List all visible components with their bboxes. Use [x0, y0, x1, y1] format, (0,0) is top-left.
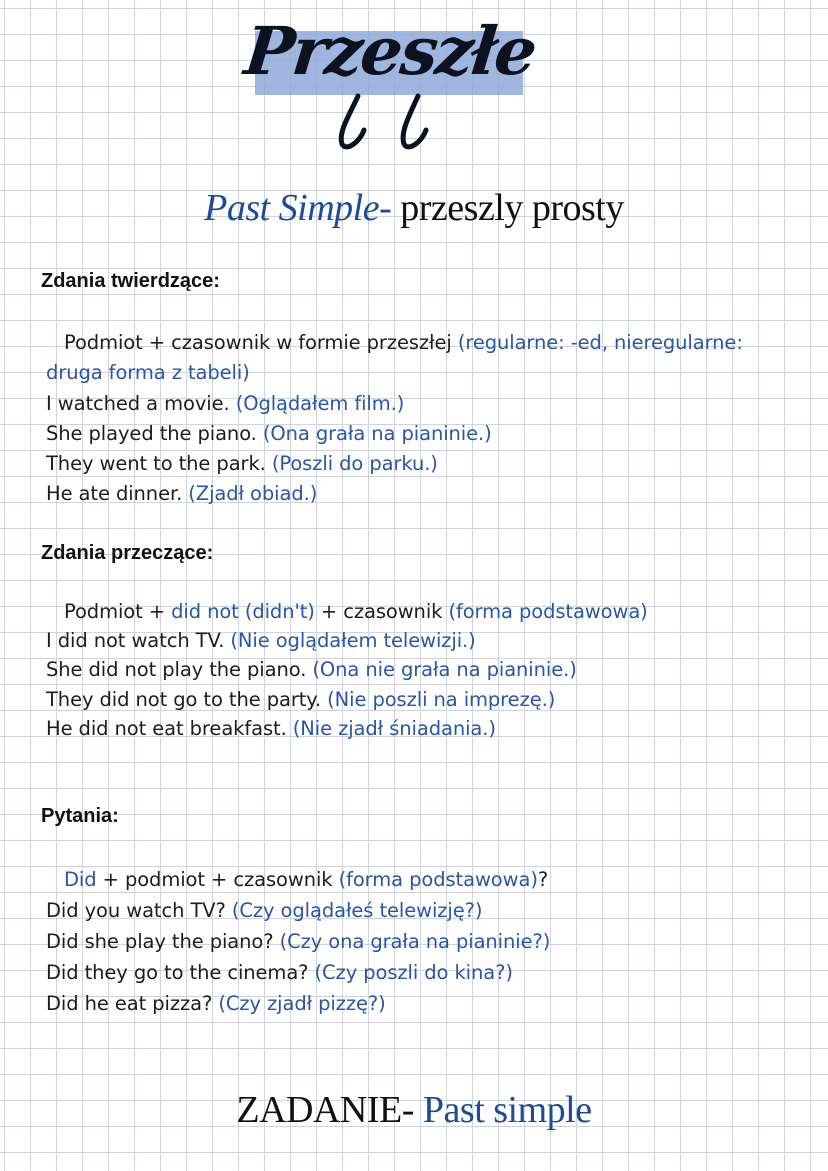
formula-part-highlight: (forma podstawowa) — [338, 868, 538, 891]
example-line — [46, 422, 816, 445]
example-line — [46, 482, 816, 505]
formula-note: (regularne: -ed, nieregularne: — [457, 331, 743, 354]
formula-part: + czasownik — [314, 600, 449, 623]
example-pl: (Ona grała na pianinie.) — [262, 422, 492, 445]
example-pl: (Oglądałem film.) — [235, 392, 405, 415]
example-en: Did he eat pizza? — [46, 992, 219, 1015]
footer-accent: Past simple — [422, 1089, 592, 1131]
example-en: I watched a movie. — [46, 392, 236, 415]
example-line — [46, 930, 816, 953]
title-flourish — [330, 92, 460, 152]
formula-text: Podmiot + czasownik w formie przeszłej — [64, 331, 458, 354]
example-pl: (Czy ona grała na pianinie?) — [279, 930, 551, 953]
formula-questions — [64, 868, 816, 891]
example-pl: (Ona nie grała na pianinie.) — [312, 658, 577, 681]
example-en: Did they go to the cinema? — [46, 961, 315, 984]
formula-part: + podmiot + czasownik — [96, 868, 339, 891]
example-en: She played the piano. — [46, 422, 263, 445]
example-line — [46, 717, 816, 740]
subtitle-accent: Past Simple- — [204, 187, 392, 229]
page-title: Przeszłe — [240, 12, 540, 90]
footer-main: ZADANIE- — [236, 1089, 423, 1131]
formula-part-highlight: did not (didn't) — [171, 600, 315, 623]
example-pl: (Zjadł obiad.) — [188, 482, 318, 505]
example-pl: (Nie zjadł śniadania.) — [292, 717, 496, 740]
formula-part-highlight: Did — [64, 868, 97, 891]
example-pl: (Czy poszli do kina?) — [314, 961, 513, 984]
example-pl: (Nie poszli na imprezę.) — [327, 688, 556, 711]
subtitle-rest: przeszly prosty — [391, 187, 624, 229]
example-line — [46, 992, 816, 1015]
example-en: They did not go to the party. — [46, 688, 328, 711]
example-line — [46, 961, 816, 984]
example-en: He ate dinner. — [46, 482, 189, 505]
subtitle — [0, 186, 828, 230]
footer-title — [0, 1088, 828, 1132]
example-pl: (Czy oglądałeś telewizję?) — [231, 899, 483, 922]
example-line — [46, 658, 816, 681]
example-en: She did not play the piano. — [46, 658, 313, 681]
example-pl: (Czy zjadł pizzę?) — [218, 992, 386, 1015]
example-en: Did she play the piano? — [46, 930, 280, 953]
example-line — [46, 899, 816, 922]
heading-affirmative: Zdania twierdzące: — [41, 270, 220, 292]
example-en: They went to the park. — [46, 452, 272, 475]
formula-affirmative — [64, 331, 816, 354]
formula-negative — [64, 600, 816, 623]
example-en: He did not eat breakfast. — [46, 717, 293, 740]
example-en: Did you watch TV? — [46, 899, 232, 922]
example-line — [46, 688, 816, 711]
example-line — [46, 629, 816, 652]
example-line — [46, 452, 816, 475]
heading-negative: Zdania przeczące: — [41, 542, 214, 564]
heading-questions: Pytania: — [41, 805, 119, 827]
formula-note-continued: druga forma z tabeli) — [46, 361, 250, 384]
formula-part: Podmiot + — [64, 600, 172, 623]
example-pl: (Nie oglądałem telewizji.) — [230, 629, 476, 652]
example-line — [46, 392, 816, 415]
formula-part-highlight: (forma podstawowa) — [448, 600, 648, 623]
example-en: I did not watch TV. — [46, 629, 231, 652]
formula-part: ? — [537, 868, 549, 891]
example-pl: (Poszli do parku.) — [271, 452, 438, 475]
